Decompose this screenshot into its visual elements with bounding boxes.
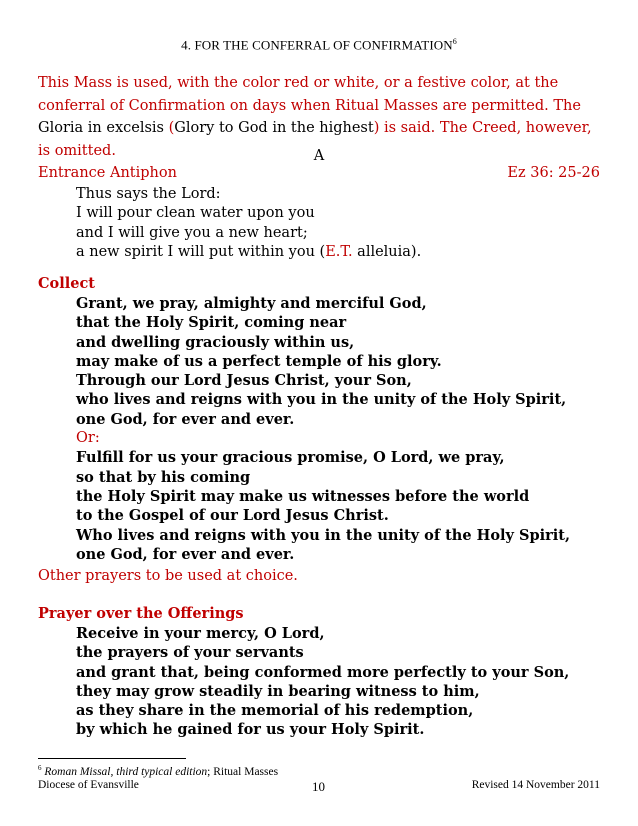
antiphon-line [76,243,421,262]
offerings-line: by which he gained for us your Holy Spirit. [76,721,425,739]
collect-alt-line: the Holy Spirit may make us witnesses before the world [76,487,530,505]
collect-line: Grant, we pray, almighty and merciful God, [76,295,427,312]
collect-line: who lives and reigns with you in the unity of the Holy Spirit, [76,391,567,409]
footnote-number: 6 [38,764,42,772]
collect-alt-line: to the Gospel of our Lord Jesus Christ. [76,507,389,525]
antiphon-line: and I will give you a new heart; [76,224,308,241]
intro-text-2: ( [163,120,175,136]
collect-line: that the Holy Spirit, coming near [76,314,347,332]
offerings-line: the prayers of your servants [76,644,304,662]
antiphon-line: I will pour clean water upon you [76,205,315,222]
title-text: 4. FOR THE CONFERRAL OF CONFIRMATION [181,37,453,53]
footer-diocese: Diocese of Evansville [38,779,139,791]
antiphon-line: Thus says the Lord: [76,186,221,202]
offerings-text [76,624,569,740]
intro-text-3: ) is said. The Creed, however, is omitted. [38,120,592,159]
footnote-source-rest: ; Ritual Masses [207,765,279,778]
collect-alt-line: Fulfill for us your gracious promise, O Lord, we pray, [76,449,505,467]
entrance-antiphon-heading: Entrance Antiphon [38,165,177,181]
offerings-line: Receive in your mercy, O Lord, [76,625,325,642]
page-title [0,37,638,53]
collect-text [76,294,570,564]
footnote-source-italic: Roman Missal, third typical edition [44,765,208,778]
intro-gloria: Gloria in excelsis [38,120,164,136]
antiphon-last-end: alleluia). [352,243,422,260]
footer-revised: Revised 14 November 2011 [471,779,600,791]
collect-alt-line: Who lives and reigns with you in the unity of the Holy Spirit, [76,526,570,544]
collect-line: one God, for ever and ever. [76,410,295,428]
collect-line: Through our Lord Jesus Christ, your Son, [76,372,412,390]
footnote [38,764,278,778]
collect-line: may make of us a perfect temple of his glory. [76,352,442,370]
entrance-antiphon-text [76,185,421,262]
offerings-line: they may grow steadily in bearing witness to him, [76,682,480,700]
collect-line: and dwelling graciously within us, [76,333,355,351]
antiphon-last-start: a new spirit I will put within you ( [76,243,326,260]
entrance-antiphon-reference: Ez 36: 25-26 [507,165,600,181]
footnote-rule [38,758,186,759]
collect-or: Or: [76,430,100,447]
offerings-line: and grant that, being conformed more perfectly to your Son, [76,663,570,681]
other-prayers-rubric: Other prayers to be used at choice. [38,568,298,584]
title-footnote-ref: 6 [452,37,457,46]
offerings-heading: Prayer over the Offerings [38,605,244,622]
intro-glory: Glory to God in the highest [174,120,374,136]
collect-heading: Collect [38,275,95,292]
section-marker: A [313,148,325,164]
intro-text-1: This Mass is used, with the color red or white, or a festive color, at the conferral of Confirmation on days when Ritual Masses are permitted. The [38,75,581,114]
page-number: 10 [312,779,325,794]
offerings-line: as they share in the memorial of his redemption, [76,702,474,720]
collect-alt-line: so that by his coming [76,468,251,486]
et-note: E.T. [325,243,353,260]
collect-alt-line: one God, for ever and ever. [76,545,295,563]
